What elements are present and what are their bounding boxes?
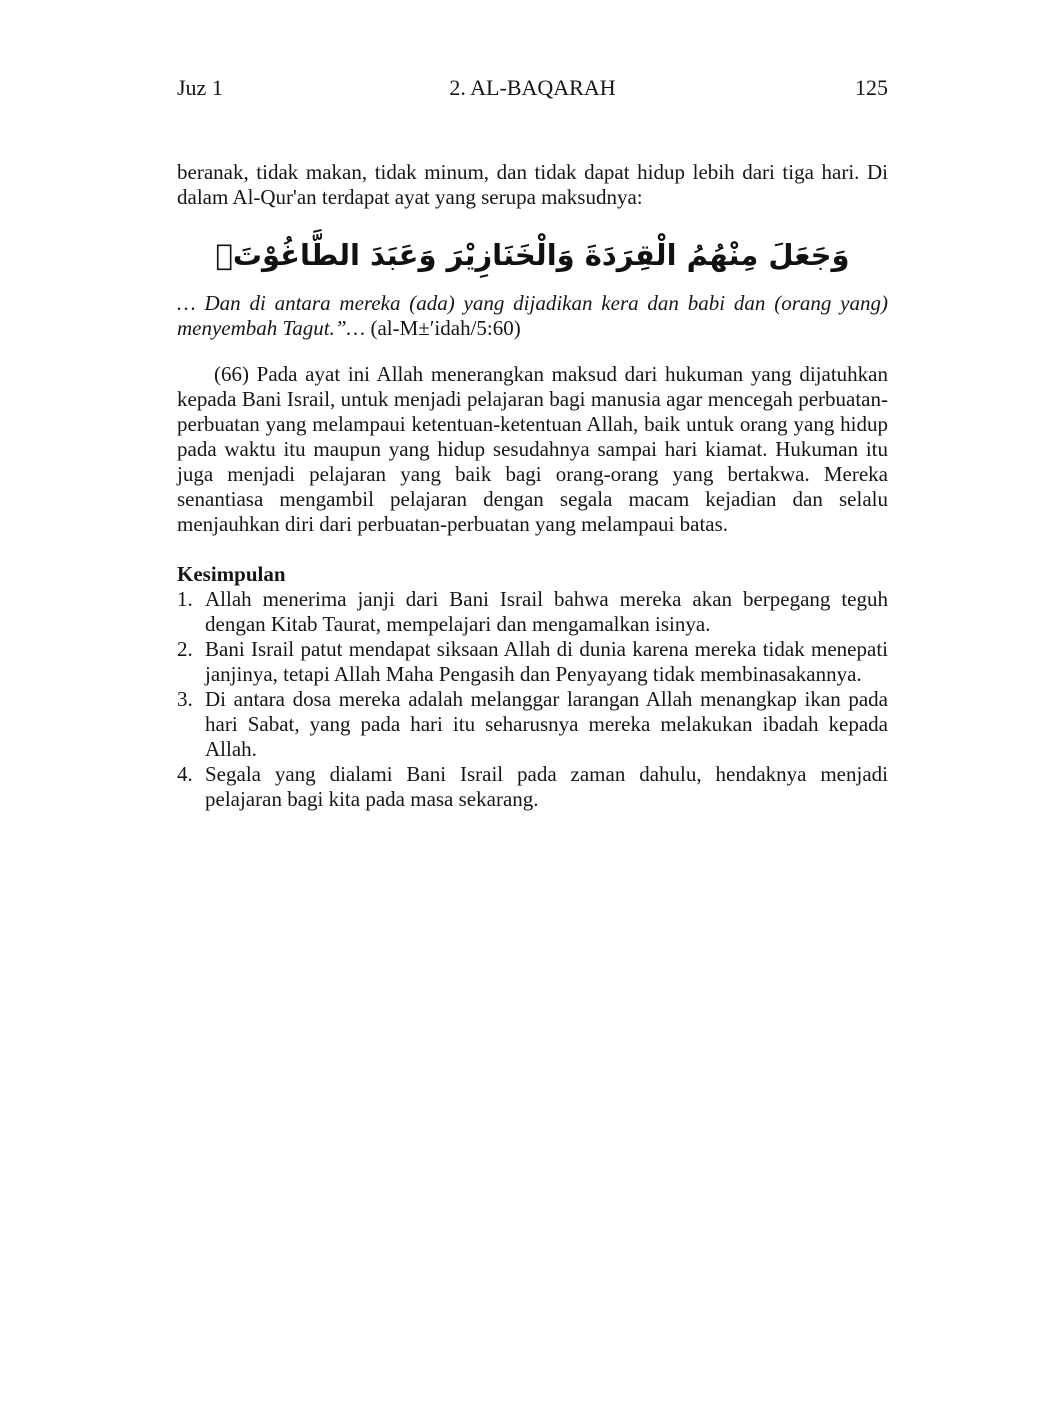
arabic-verse: وَجَعَلَ مِنْهُمُ الْقِرَدَةَ وَالْخَنَازِيْرَ وَعَبَدَ الطَّاغُوْتَۘ: [215, 238, 850, 272]
item-number: 4.: [177, 762, 193, 786]
list-item: [177, 762, 888, 812]
item-number: 1.: [177, 587, 193, 611]
list-item: [177, 687, 888, 762]
surah-title: 2. AL-BAQARAH: [449, 75, 616, 100]
running-header: [177, 76, 888, 100]
item-text: Allah menerima janji dari Bani Israil bahwa mereka akan berpegang teguh dengan Kitab Taurat, mempelajari dan mengamalkan isinya.: [205, 587, 888, 636]
conclusion-list: [177, 587, 888, 812]
intro-paragraph: beranak, tidak makan, tidak minum, dan tidak dapat hidup lebih dari tiga hari. Di dalam Al-Qur'an terdapat ayat yang serupa maksudnya:: [177, 160, 888, 209]
translation-italic: … Dan di antara mereka (ada) yang dijadikan kera dan babi dan (orang yang) menyembah Tagut.”…: [177, 291, 888, 340]
verse-reference: (al-M±′idah/5:60): [365, 316, 521, 340]
conclusion-heading: Kesimpulan: [177, 562, 286, 586]
commentary-paragraph: (66) Pada ayat ini Allah menerangkan maksud dari hukuman yang dijatuhkan kepada Bani Israil, untuk menjadi pelajaran bagi manusia agar mencegah perbuatan-perbuatan yang melampaui ketentuan-ketentuan Allah, baik untuk orang yang hidup pada waktu itu maupun yang hidup sesudahnya sampai hari kiamat. Hukuman itu juga menjadi pelajaran yang baik bagi orang-orang yang bertakwa. Mereka senantiasa mengambil pelajaran dengan segala macam kejadian dan selalu menjauhkan diri dari perbuatan-perbuatan yang melampaui batas.: [177, 362, 888, 536]
item-text: Di antara dosa mereka adalah melanggar larangan Allah menangkap ikan pada hari Sabat, yang pada hari itu seharusnya mereka melakukan ibadah kepada Allah.: [205, 687, 888, 761]
item-number: 3.: [177, 687, 193, 711]
item-text: Segala yang dialami Bani Israil pada zaman dahulu, hendaknya menjadi pelajaran bagi kita pada masa sekarang.: [205, 762, 888, 811]
page-number: 125: [855, 75, 888, 100]
juz-label: Juz 1: [177, 75, 223, 100]
verse-translation: [177, 291, 888, 341]
item-number: 2.: [177, 637, 193, 661]
page-content: [177, 76, 888, 812]
list-item: [177, 587, 888, 637]
list-item: [177, 637, 888, 687]
item-text: Bani Israil patut mendapat siksaan Allah di dunia karena mereka tidak menepati janjinya, tetapi Allah Maha Pengasih dan Penyayang tidak membinasakannya.: [205, 637, 888, 686]
